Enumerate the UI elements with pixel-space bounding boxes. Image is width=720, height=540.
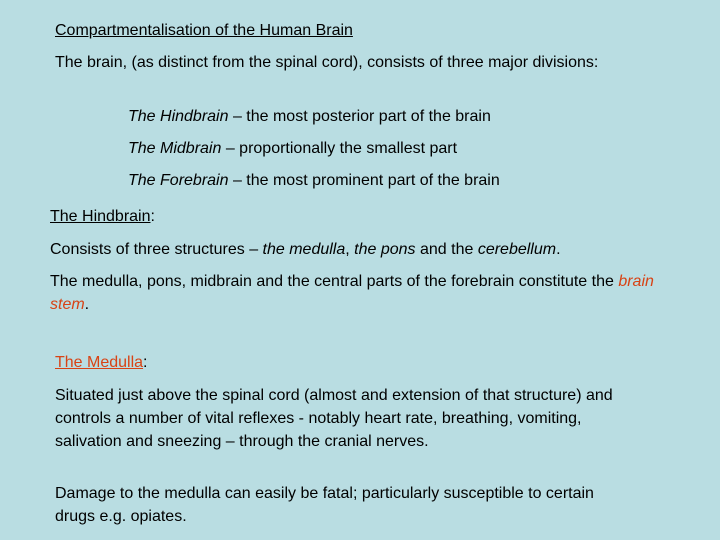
hindbrain-heading-colon: : xyxy=(150,208,155,225)
structures-prefix: Consists of three structures – xyxy=(50,241,263,258)
structure-pons: the pons xyxy=(354,241,416,258)
structure-medulla: the medulla xyxy=(262,241,346,258)
medulla-description: Situated just above the spinal cord (almost and extension of that structure) and controls a number of vital reflexes - notably heart rate, breathing, vomiting, salivation and sneezing – through the cranial nerves. xyxy=(55,387,613,450)
medulla-heading-colon: : xyxy=(143,354,148,371)
structure-cerebellum: cerebellum xyxy=(477,241,557,258)
hindbrain-heading xyxy=(50,205,650,228)
division-name: The Hindbrain xyxy=(128,108,229,125)
division-name: The Midbrain xyxy=(128,140,222,157)
division-desc: – proportionally the smallest part xyxy=(221,140,458,157)
medulla-heading xyxy=(55,351,655,374)
hindbrain-structures xyxy=(50,238,690,261)
division-midbrain xyxy=(128,137,688,160)
intro-text: The brain, (as distinct from the spinal cord), consists of three major divisions: xyxy=(55,54,599,71)
page-title: Compartmentalisation of the Human Brain xyxy=(55,22,353,39)
brain-stem-prefix: The medulla, pons, midbrain and the central parts of the forebrain constitute the xyxy=(50,273,619,290)
medulla-heading-text: The Medulla xyxy=(55,354,144,371)
structures-and: and the xyxy=(415,241,478,258)
structures-comma: , xyxy=(345,241,355,258)
division-desc: – the most posterior part of the brain xyxy=(228,108,491,125)
hindbrain-heading-text: The Hindbrain xyxy=(50,208,151,225)
brain-stem-text xyxy=(50,270,670,316)
division-forebrain xyxy=(128,169,688,192)
division-hindbrain xyxy=(128,105,688,128)
brain-stem-period: . xyxy=(84,296,90,313)
division-desc: – the most prominent part of the brain xyxy=(228,172,500,189)
structures-period: . xyxy=(556,241,561,258)
division-name: The Forebrain xyxy=(128,172,229,189)
medulla-damage-text: Damage to the medulla can easily be fatal; particularly susceptible to certain drugs e.g. opiates. xyxy=(55,485,594,525)
brain-stem-term: brain stem xyxy=(50,273,654,313)
